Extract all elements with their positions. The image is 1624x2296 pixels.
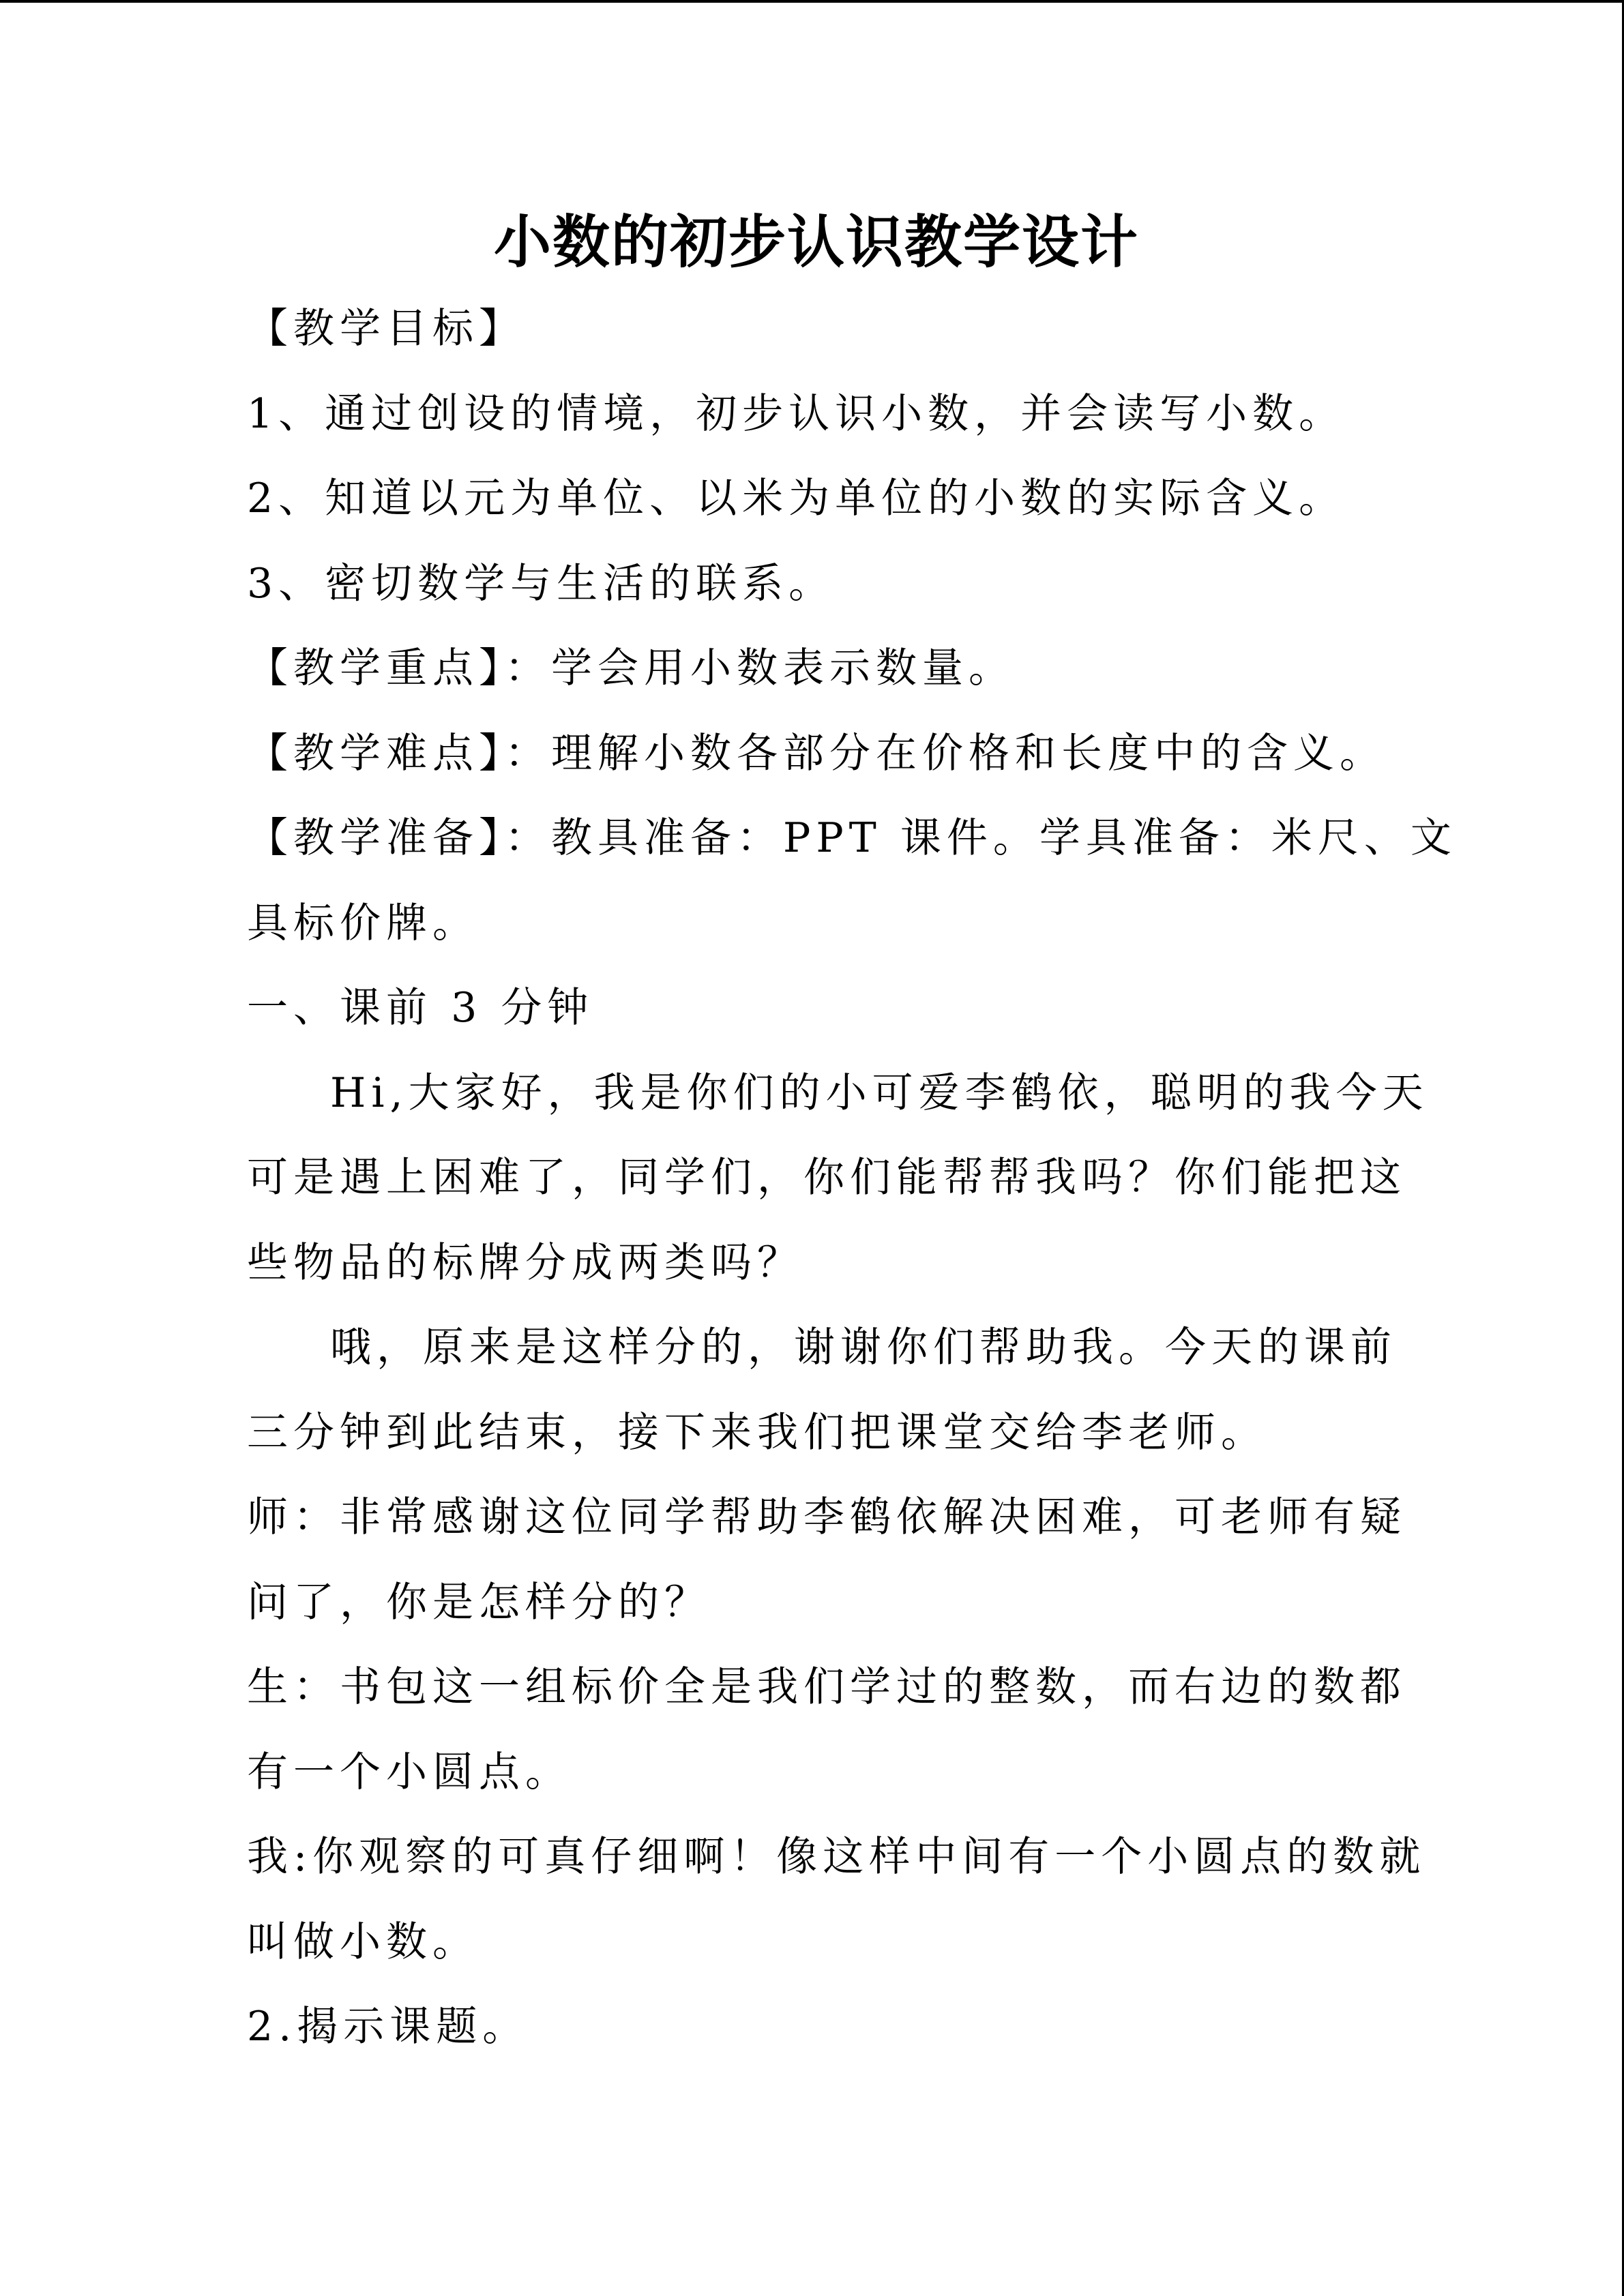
document-title: 小数的初步认识教学设计 <box>493 209 1139 275</box>
text-line: 【教学准备】：教具准备：PPT 课件。学具准备：米尺、文 <box>247 814 1457 862</box>
text-line: 【教学目标】 <box>247 305 525 353</box>
text-line: 生：书包这一组标价全是我们学过的整数，而右边的数都 <box>247 1663 1406 1711</box>
section-heading: 一、课前 3 分钟 <box>247 984 594 1032</box>
text-line: 师：非常感谢这位同学帮助李鹤依解决困难，可老师有疑 <box>247 1493 1406 1541</box>
text-line: 1、通过创设的情境，初步认识小数，并会读写小数。 <box>247 389 1346 438</box>
text-line: 我:你观察的可真仔细啊！像这样中间有一个小圆点的数就 <box>247 1833 1426 1881</box>
text-line: 【教学重点】：学会用小数表示数量。 <box>247 644 1015 692</box>
text-line: 叫做小数。 <box>247 1918 479 1966</box>
text-line: 有一个小圆点。 <box>247 1748 572 1796</box>
document-content <box>247 198 1457 2070</box>
text-line: Hi,大家好，我是你们的小可爱李鹤依，聪明的我今天 <box>330 1069 1429 1117</box>
text-line: 可是遇上困难了，同学们，你们能帮帮我吗？你们能把这 <box>247 1154 1406 1202</box>
text-line: 问了，你是怎样分的？ <box>247 1578 711 1626</box>
text-line: 三分钟到此结束，接下来我们把课堂交给李老师。 <box>247 1408 1267 1457</box>
text-line: 3、密切数学与生活的联系。 <box>247 559 836 608</box>
text-line: 些物品的标牌分成两类吗？ <box>247 1238 803 1287</box>
text-line: 2、知道以元为单位、以米为单位的小数的实际含义。 <box>247 475 1346 522</box>
text-line: 【教学难点】：理解小数各部分在价格和长度中的含义。 <box>247 729 1386 777</box>
text-line: 哦，原来是这样分的，谢谢你们帮助我。今天的课前 <box>330 1324 1397 1371</box>
text-line: 具标价牌。 <box>247 899 479 947</box>
text-line: 2.揭示课题。 <box>247 2003 529 2051</box>
